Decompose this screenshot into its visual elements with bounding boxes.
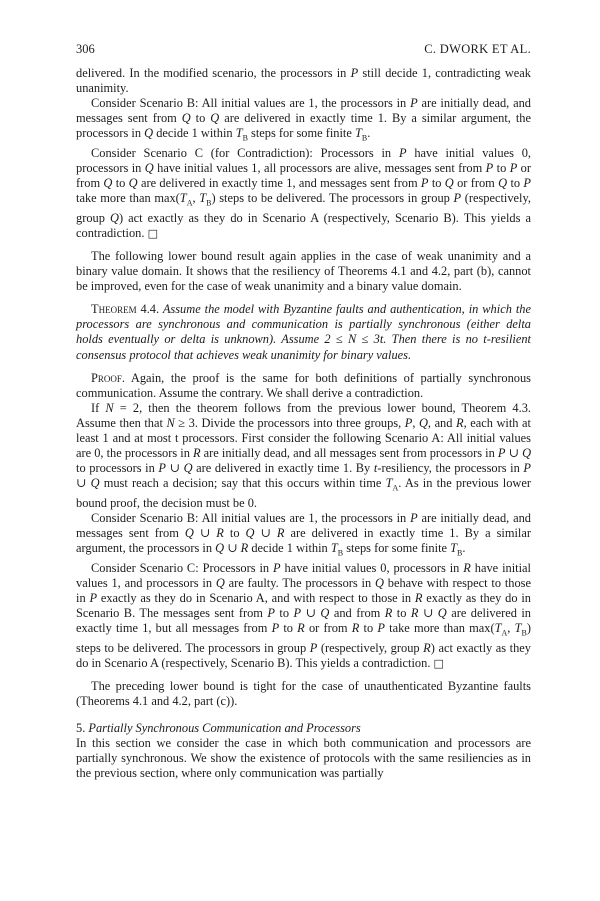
running-head: C. DWORK ET AL.: [424, 42, 531, 56]
section-heading: 5. Partially Synchronous Communication and Processors: [76, 721, 361, 735]
page-header: [76, 42, 531, 58]
paragraph: If N = 2, then the theorem follows from the previous lower bound, Theorem 4.3. Assume then that N ≥ 3. Divide the processors into three groups, P, Q, and R, each with at least 1 and at most t processors. First consider the following Scenario A: All initial values are 0, the processors in R are initially dead, and all messages sent from processors in P ∪ Q to processors in P ∪ Q are delivered in exactly time 1. By t-resiliency, the processors in P ∪ Q must reach a decision; say that this occurs within time $T_A$. As in the previous lower bound proof, the decision must be 0.: [76, 400, 532, 510]
theorem-4-4: Theorem 4.4. Assume the model with Byzantine faults and authentication, in which the processors are synchronous and communication is partially synchronous (either delta holds eventually or delta is unknown). Assume 2 ≤ N ≤ 3t. Then there is no t-resilient consensus protocol that achieves weak unanimity for binary values.: [76, 302, 531, 362]
proof-paragraph: Proof. Again, the proof is the same for both definitions of partially synchronous communication. Assume the contrary. We shall derive a contradiction.: [76, 370, 531, 400]
page-number: 306: [76, 42, 95, 56]
page-body: [76, 66, 531, 781]
paragraph: delivered. In the modified scenario, the processors in P still decide 1, contradicting weak unanimity.: [76, 66, 531, 96]
paragraph: Consider Scenario B: All initial values are 1, the processors in P are initially dead, and messages sent from Q ∪ R to Q ∪ R are delivered in exactly time 1. By a similar argument, the processors in Q ∪ R decide 1 within $T_B$ steps for some finite $T_B$.: [76, 510, 531, 558]
paragraph: The following lower bound result again applies in the case of weak unanimity and a binary value domain. It shows that the resiliency of Theorems 4.1 and 4.2, part (b), cannot be improved, even for the case of weak unanimity and a binary value domain.: [76, 248, 531, 294]
paragraph: In this section we consider the case in which both communication and processors are partially synchronous. We show the existence of protocols with the same resiliencies as in the previous section, where only communication was partially: [76, 736, 531, 781]
paragraph: Consider Scenario C (for Contradiction): Processors in P have initial values 0, processors in Q have initial values 1, all processors are alive, messages sent from P to P or from Q to Q are delivered in exactly time 1, and messages sent from P to Q or from Q to P take more than $\max(T_A$, $T_B$) steps to be delivered. The processors in group P (respectively, group Q) act exactly as they do in Scenario A (respectively, Scenario B). This yields a contradiction. □: [76, 145, 532, 240]
paragraph: Consider Scenario C: Processors in P have initial values 0, processors in R have initial values 1, and processors in Q are faulty. The processors in Q behave with respect to those in P exactly as they do in Scenario A, and with respect to those in R exactly as they do in Scenario B. The messages sent from P to P ∪ Q and from R to R ∪ Q are delivered in exactly time 1, but all messages from P to R or from R to P take more than $\max(T_A$, $T_B$) steps to be delivered. The processors in group P (respectively, group R) act exactly as they do in Scenario A (respectively, Scenario B). This yields a contradiction. □: [76, 560, 532, 670]
paragraph: The preceding lower bound is tight for the case of unauthenticated Byzantine faults (Theorems 4.1 and 4.2, part (c)).: [76, 678, 531, 708]
paragraph: Consider Scenario B: All initial values are 1, the processors in P are initially dead, and messages sent from Q to Q are delivered in exactly time 1. By a similar argument, the processors in Q decide 1 within $T_B$ steps for some finite $T_B$.: [76, 96, 531, 143]
